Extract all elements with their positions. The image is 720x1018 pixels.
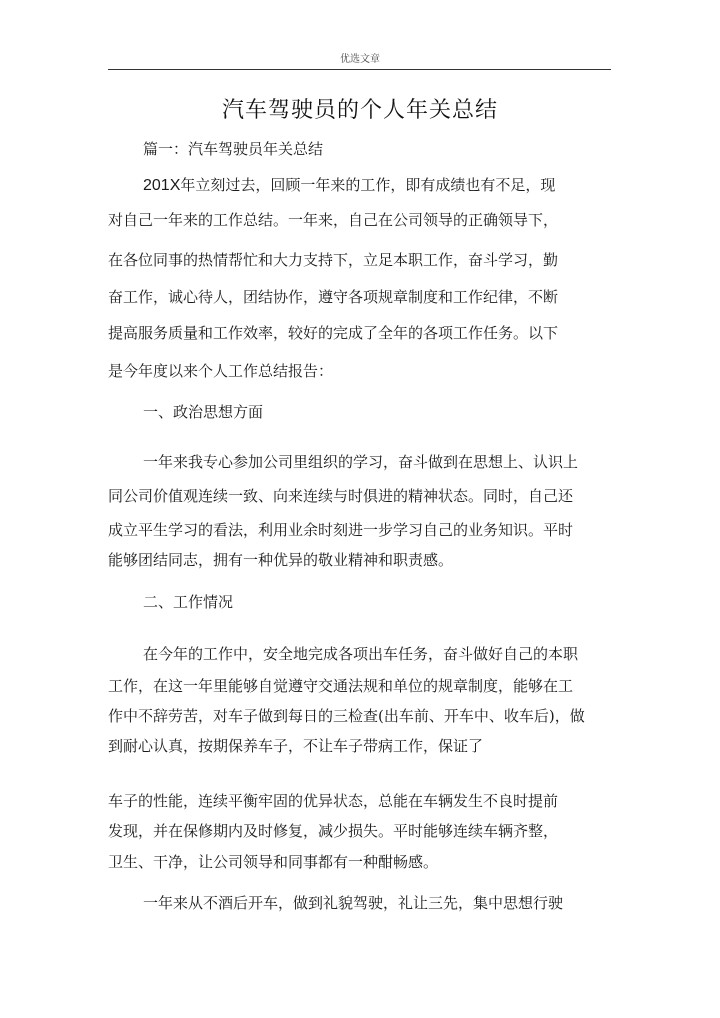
paragraph-line: 到耐心认真，按期保养车子，不让车子带病工作，保证了	[108, 737, 484, 755]
paragraph-line: 一年来从不酒后开车，做到礼貌驾驶，礼让三先，集中思想行驶	[143, 894, 564, 912]
paragraph-line: 工作，在这一年里能够自觉遵守交通法规和单位的规章制度，能够在工	[108, 677, 574, 695]
section-heading: 二、工作情况	[143, 593, 234, 611]
paragraph-line: 一年来我专心参加公司里组织的学习，奋斗做到在思想上、认识上	[143, 453, 579, 471]
document-title: 汽车驾驶员的个人年关总结	[221, 98, 498, 123]
paragraph-line: 提高服务质量和工作效率，较好的完成了全年的各项工作任务。以下	[108, 324, 559, 342]
section-heading: 一、政治思想方面	[143, 403, 264, 421]
paragraph-line: 车子的性能，连续平衡牢固的优异状态，总能在车辆发生不良时提前	[108, 792, 559, 810]
header-divider	[108, 69, 611, 70]
paragraph-line: 201X年立刻过去，回顾一年来的工作，即有成绩也有不足，现	[143, 176, 556, 194]
paragraph-line: 作中不辞劳苦，对车子做到每日的三检查(出车前、开车中、收车后)，做	[108, 707, 585, 725]
subtitle: 篇一：汽车驾驶员年关总结	[143, 140, 324, 158]
paragraph-line: 能够团结同志，拥有一种优异的敬业精神和职责感。	[108, 551, 454, 569]
paragraph-line: 同公司价值观连续一致、向来连续与时俱进的精神状态。同时，自己还	[108, 487, 574, 505]
page-header: 优选文章	[340, 54, 380, 65]
paragraph-line: 发现，并在保修期内及时修复，减少损失。平时能够连续车辆齐整，	[108, 822, 559, 840]
paragraph-line: 奋工作，诚心待人，团结协作，遵守各项规章制度和工作纪律，不断	[108, 288, 559, 306]
paragraph-line: 卫生、干净，让公司领导和同事都有一种酣畅感。	[108, 853, 439, 871]
year-text: 201X	[143, 177, 181, 194]
paragraph-line: 对自己一年来的工作总结。一年来，自己在公司领导的正确领导下，	[108, 211, 559, 229]
paragraph-line: 在今年的工作中，安全地完成各项出车任务，奋斗做好自己的本职	[143, 645, 579, 663]
paragraph-line: 在各位同事的热情帮忙和大力支持下，立足本职工作，奋斗学习，勤	[108, 251, 559, 269]
paragraph-line: 成立平生学习的看法，利用业余时刻进一步学习自己的业务知识。平时	[108, 521, 574, 539]
paragraph-line: 是今年度以来个人工作总结报告：	[108, 362, 334, 380]
